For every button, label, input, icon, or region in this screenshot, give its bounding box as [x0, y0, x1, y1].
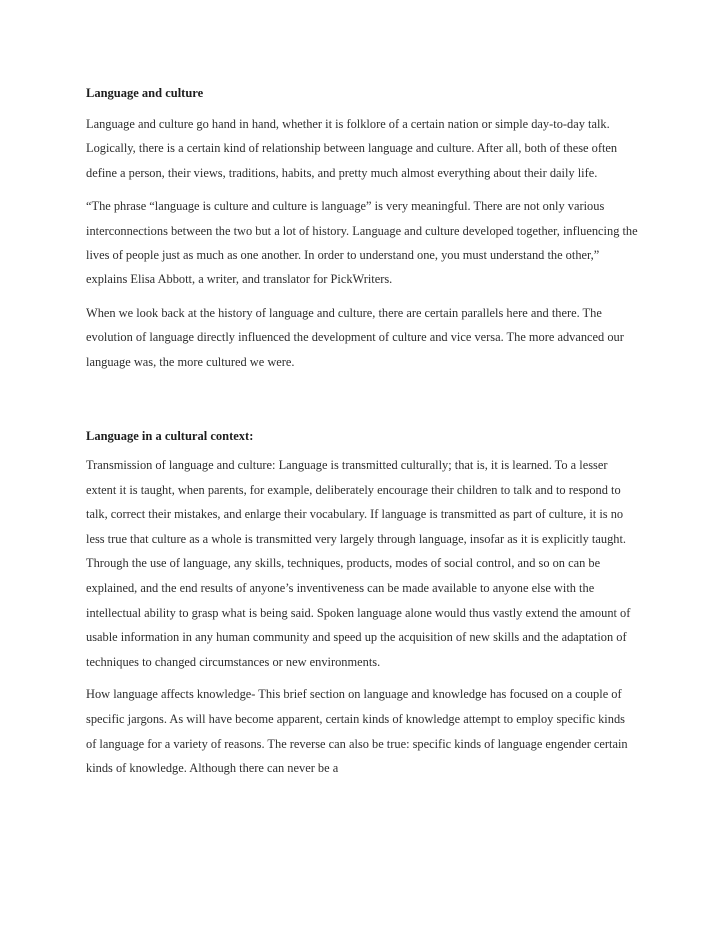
section-spacer: [86, 383, 638, 427]
paragraph: Language and culture go hand in hand, whether it is folklore of a certain nation or simple day-to-day talk. Logically, there is a certain kind of relationship between language and culture. After all, both of these often define a person, their views, traditions, habits, and pretty much almost everything about their daily life.: [86, 117, 618, 180]
paragraph: How language affects knowledge- This brief section on language and knowledge has focused on a couple of specific jargons. As will have become apparent, certain kinds of knowledge attempt to employ specific kinds of language for a variety of reasons. The reverse can also be true: specific kinds of language engender certain kinds of knowledge. Although there can never be a: [86, 687, 628, 776]
section-language-and-culture: [86, 84, 638, 374]
section-language-in-cultural-context: [86, 427, 638, 781]
section-heading: Language in a cultural context:: [86, 429, 254, 444]
document-body: [86, 84, 638, 789]
paragraph: Transmission of language and culture: Language is transmitted culturally; that is, it is learned. To a lesser extent it is taught, when parents, for example, deliberately encourage their children to talk and to respond to talk, correct their mistakes, and enlarge their vocabulary. If language is transmitted as part of culture, it is no less true that culture as a whole is transmitted very largely through language, insofar as it is explicitly taught. Through the use of language, any skills, techniques, products, modes of social control, and so on can be explained, and the end results of anyone’s inventiveness can be made available to anyone else with the intellectual ability to grasp what is being said. Spoken language alone would thus vastly extend the amount of usable information in any human community and speed up the acquisition of new skills and the adaptation of techniques to changed circumstances or new environments.: [86, 458, 631, 669]
paragraph: “The phrase “language is culture and culture is language” is very meaningful. There are not only various interconnections between the two but a lot of history. Language and culture developed together, influencing the lives of people just as much as one another. In order to understand one, you must understand the other,” explains Elisa Abbott, a writer, and translator for PickWriters.: [86, 199, 638, 287]
section-heading: Language and culture: [86, 86, 204, 100]
paragraph: When we look back at the history of language and culture, there are certain parallels here and there. The evolution of language directly influenced the development of culture and vice versa. The more advanced our language was, the more cultured we were.: [86, 305, 624, 369]
